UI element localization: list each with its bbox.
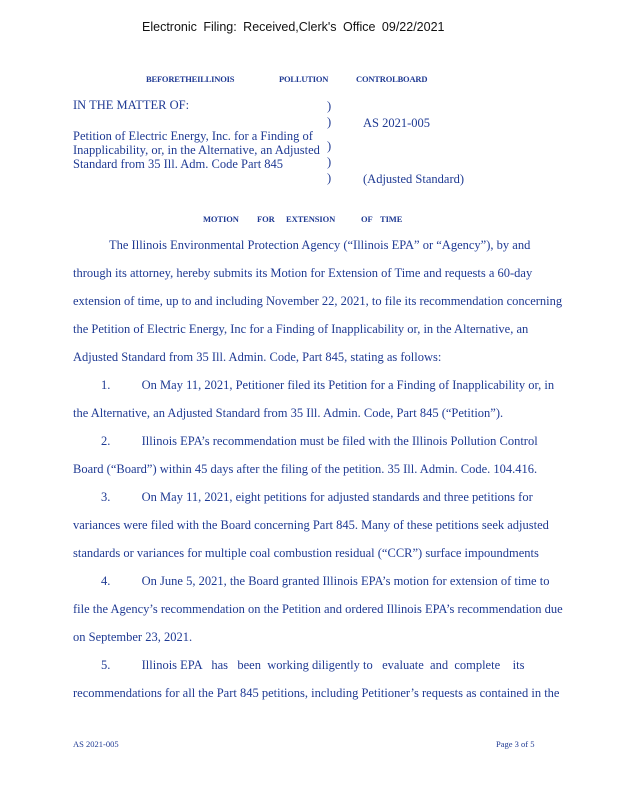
body-line: standards or variances for multiple coal combustion residual (“CCR”) surface impoundments <box>73 546 539 560</box>
body-line: 1. On May 11, 2021, Petitioner filed its Petition for a Finding of Inapplicability or, in <box>101 378 555 392</box>
caption-paren: ) <box>327 99 332 113</box>
caption-paren: ) <box>327 171 332 185</box>
body-line: variances were filed with the Board concerning Part 845. Many of these petitions seek adjusted <box>73 518 549 532</box>
body-line: the Alternative, an Adjusted Standard from 35 Ill. Admin. Code, Part 845 (“Petition”). <box>73 406 504 420</box>
body-line: 2. Illinois EPA’s recommendation must be filed with the Illinois Pollution Control <box>101 434 538 448</box>
body-line: file the Agency’s recommendation on the Petition and ordered Illinois EPA’s recommendation due <box>73 602 563 616</box>
body-line: extension of time, up to and including November 22, 2021, to file its recommendation concerning <box>73 294 563 308</box>
board-title-control: CONTROLBOARD <box>356 74 428 84</box>
caption-paren: ) <box>327 139 332 153</box>
body-line: 3. On May 11, 2021, eight petitions for adjusted standards and three petitions for <box>101 490 533 504</box>
motion-title-word: OF <box>361 214 373 224</box>
petition-line-3: Standard from 35 Ill. Adm. Code Part 845 <box>73 157 284 171</box>
footer-page-number: Page 3 of 5 <box>496 739 535 749</box>
caption-paren: ) <box>327 115 332 129</box>
body-line: recommendations for all the Part 845 petitions, including Petitioner’s requests as contained in the <box>73 686 560 700</box>
motion-title-word: MOTION <box>203 214 239 224</box>
motion-title-word: EXTENSION <box>286 214 336 224</box>
body-line: Adjusted Standard from 35 Ill. Admin. Code, Part 845, stating as follows: <box>73 350 442 364</box>
body-line: Board (“Board”) within 45 days after the filing of the petition. 35 Ill. Admin. Code. 104.416. <box>73 462 538 476</box>
case-type: (Adjusted Standard) <box>363 172 465 186</box>
motion-title-word: TIME <box>380 214 403 224</box>
caption-paren: ) <box>327 155 332 169</box>
body-line: The Illinois Environmental Protection Agency (“Illinois EPA” or “Agency”), by and <box>109 238 531 252</box>
petition-line-2: Inapplicability, or, in the Alternative, an Adjusted <box>73 143 320 157</box>
body-line: 4. On June 5, 2021, the Board granted Illinois EPA’s motion for extension of time to <box>101 574 550 588</box>
case-number: AS 2021-005 <box>363 116 431 130</box>
in-the-matter-of: IN THE MATTER OF: <box>73 98 190 112</box>
body-line: 5. Illinois EPA has been working diligently to evaluate and complete its <box>101 658 525 672</box>
board-title-before: BEFORETHEILLINOIS <box>146 74 235 84</box>
filing-stamp: Electronic Filing: Received,Clerk's Office 09/22/2021 <box>142 20 445 34</box>
body-line: on September 23, 2021. <box>73 630 193 644</box>
footer-case-number: AS 2021-005 <box>73 739 119 749</box>
petition-line-1: Petition of Electric Energy, Inc. for a Finding of <box>73 129 313 143</box>
motion-title-word: FOR <box>257 214 275 224</box>
body-line: through its attorney, hereby submits its Motion for Extension of Time and requests a 60-day <box>73 266 533 280</box>
board-title-pollution: POLLUTION <box>279 74 329 84</box>
body-line: the Petition of Electric Energy, Inc for a Finding of Inapplicability or, in the Alternative, an <box>73 322 529 336</box>
